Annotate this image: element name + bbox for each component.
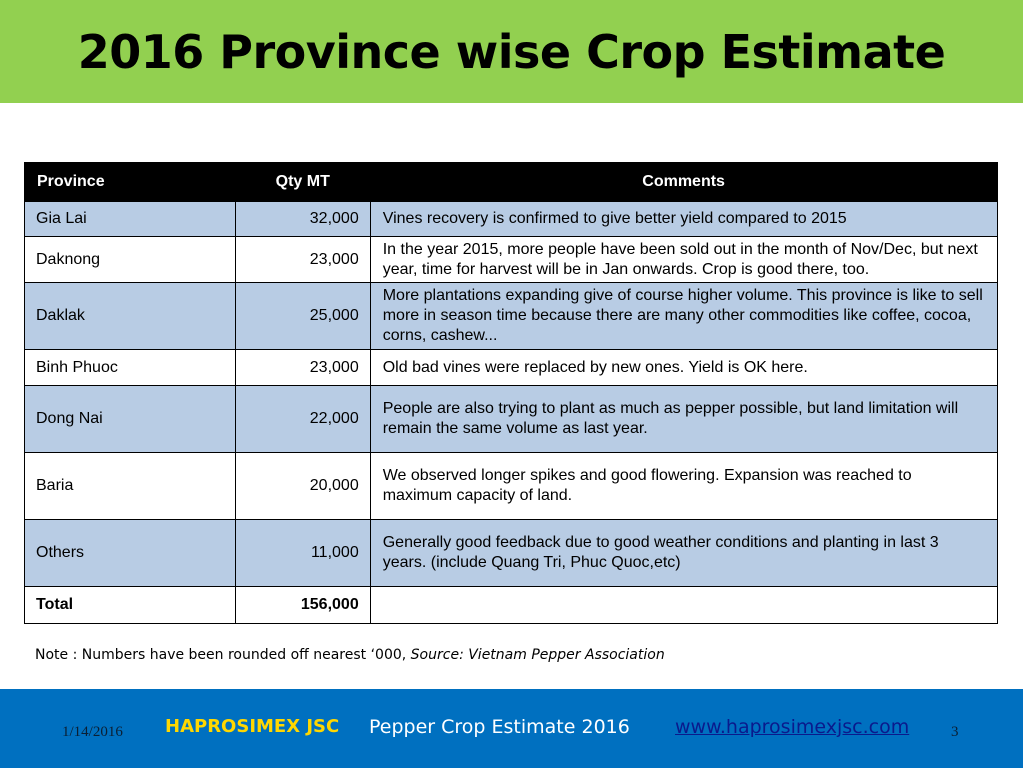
header-province: Province	[25, 163, 236, 202]
comment-cell: Vines recovery is confirmed to give better yield compared to 2015	[370, 202, 997, 237]
comment-cell: People are also trying to plant as much as pepper possible, but land limitation will remain the same volume as last year.	[370, 386, 997, 453]
note-source: Source: Vietnam Pepper Association	[410, 647, 665, 663]
qty-cell: 11,000	[235, 520, 370, 587]
table-row	[25, 520, 998, 587]
table-row	[25, 237, 998, 283]
province-cell: Binh Phuoc	[25, 350, 236, 386]
footer-website-link[interactable]: www.haprosimexjsc.com	[675, 716, 910, 738]
footer-bar	[0, 689, 1023, 768]
comment-cell: We observed longer spikes and good flowering. Expansion was reached to maximum capacity of land.	[370, 453, 997, 520]
comment-cell: Generally good feedback due to good weather conditions and planting in last 3 years. (include Quang Tri, Phuc Quoc,etc)	[370, 520, 997, 587]
qty-cell: 23,000	[235, 237, 370, 283]
province-cell: Daklak	[25, 283, 236, 350]
header-comments: Comments	[370, 163, 997, 202]
source-note	[35, 647, 665, 663]
table-header-row	[25, 163, 998, 202]
total-label: Total	[25, 587, 236, 624]
province-cell: Others	[25, 520, 236, 587]
qty-cell: 32,000	[235, 202, 370, 237]
footer-date: 1/14/2016	[62, 724, 123, 740]
table-row	[25, 350, 998, 386]
table-row	[25, 283, 998, 350]
total-qty: 156,000	[235, 587, 370, 624]
comment-cell: More plantations expanding give of course higher volume. This province is like to sell more in season time because there are many other commodities like coffee, cocoa, corns, cashew...	[370, 283, 997, 350]
table-row	[25, 453, 998, 520]
province-cell: Gia Lai	[25, 202, 236, 237]
note-text: Note : Numbers have been rounded off nearest ‘000,	[35, 647, 411, 663]
qty-cell: 20,000	[235, 453, 370, 520]
total-comment-cell	[370, 587, 997, 624]
qty-cell: 22,000	[235, 386, 370, 453]
qty-cell: 23,000	[235, 350, 370, 386]
total-row	[25, 587, 998, 624]
table-row	[25, 386, 998, 453]
province-cell: Baria	[25, 453, 236, 520]
header-qty: Qty MT	[235, 163, 370, 202]
footer-page-number: 3	[951, 724, 959, 740]
province-cell: Daknong	[25, 237, 236, 283]
qty-cell: 25,000	[235, 283, 370, 350]
province-cell: Dong Nai	[25, 386, 236, 453]
slide-title: 2016 Province wise Crop Estimate	[77, 24, 946, 79]
footer-presentation-title: Pepper Crop Estimate 2016	[369, 716, 630, 738]
crop-estimate-table	[24, 162, 998, 624]
table-row	[25, 202, 998, 237]
comment-cell: Old bad vines were replaced by new ones. Yield is OK here.	[370, 350, 997, 386]
title-bar	[0, 0, 1023, 103]
footer-company: HAPROSIMEX JSC	[165, 716, 340, 737]
comment-cell: In the year 2015, more people have been sold out in the month of Nov/Dec, but next year, time for harvest will be in Jan onwards. Crop is good there, too.	[370, 237, 997, 283]
